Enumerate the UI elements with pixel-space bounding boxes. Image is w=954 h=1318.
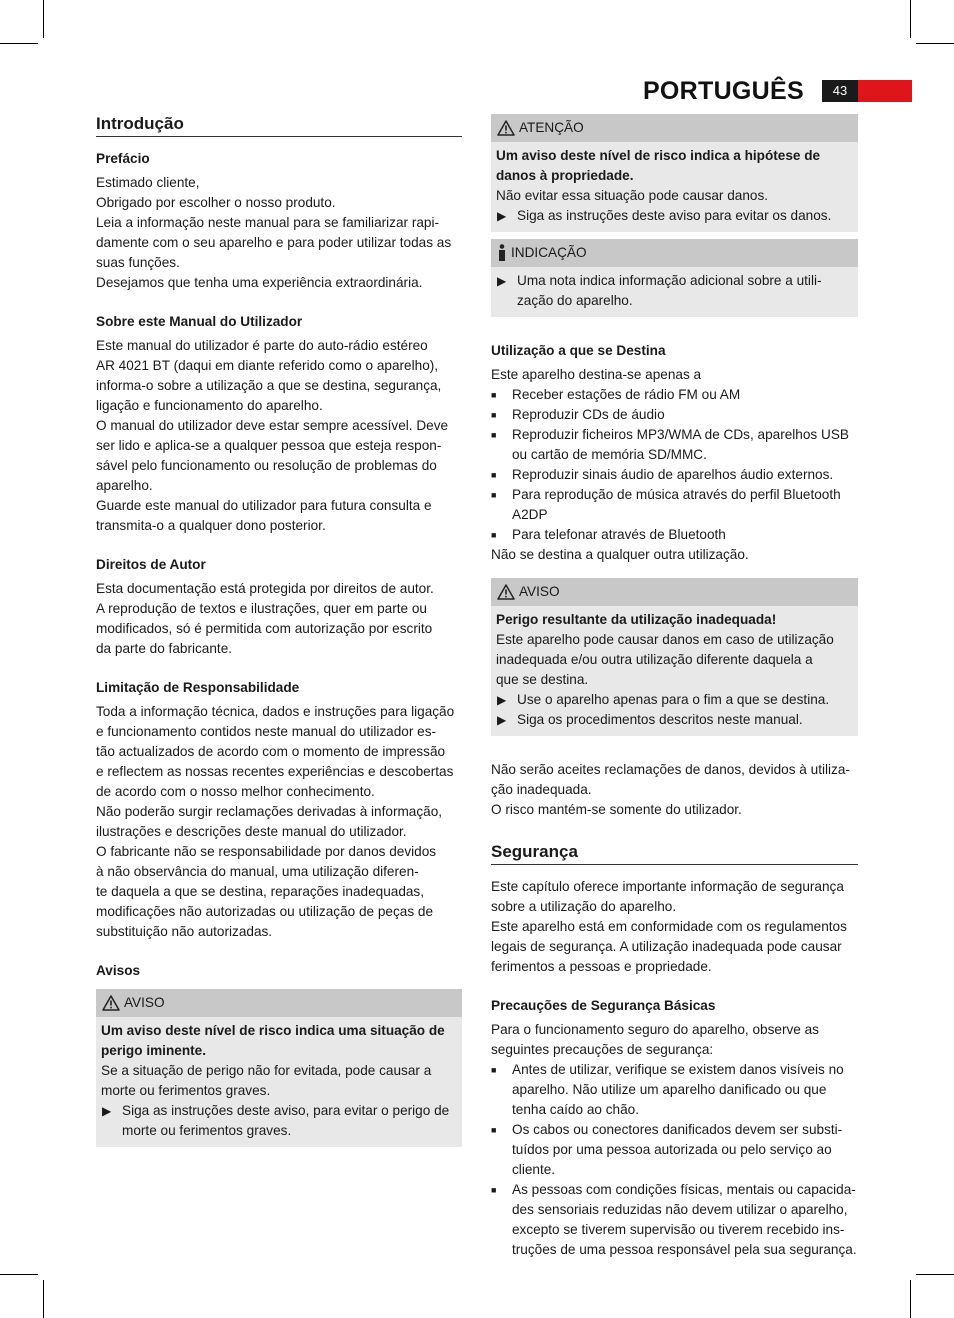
text-line: Este manual do utilizador é parte do auto-rádio estéreo — [96, 338, 428, 353]
square-bullet-icon: ■ — [491, 490, 497, 500]
text-line: Reproduzir CDs de áudio — [512, 407, 665, 422]
text-line: Um aviso deste nível de risco indica uma situação de — [101, 1023, 445, 1038]
warning-box-aviso-utilizacao — [491, 578, 858, 736]
text-line: Não evitar essa situação pode causar danos. — [496, 188, 769, 203]
warning-triangle-icon — [102, 995, 120, 1011]
text-line: Este aparelho está em conformidade com os regulamentos — [491, 919, 847, 934]
arrow-right-icon: ▶ — [497, 713, 507, 727]
section-title-seguranca: Segurança — [491, 842, 858, 865]
arrow-right-icon: ▶ — [102, 1104, 112, 1118]
text-line: ilustrações e descrições deste manual do utilizador. — [96, 824, 407, 839]
arrow-list-item — [496, 271, 853, 311]
text-line: des sensoriais reduzidas não devem utilizar o aparelho, — [512, 1202, 848, 1217]
text-line: de acordo com o nosso melhor conhecimento. — [96, 784, 375, 799]
text-line: Siga os procedimentos descritos neste manual. — [517, 712, 803, 727]
note-box-header — [491, 239, 858, 267]
text-line: perigo iminente. — [101, 1043, 206, 1058]
accent-bar — [858, 80, 912, 102]
heading-prefacio: Prefácio — [96, 151, 150, 166]
text-line: ção inadequada. — [491, 782, 592, 797]
text-line: Receber estações de rádio FM ou AM — [512, 387, 741, 402]
text-line: Este capítulo oferece importante informação de segurança — [491, 879, 844, 894]
warning-triangle-icon — [497, 120, 515, 136]
right-column — [491, 114, 858, 1260]
warning-box-header — [491, 578, 858, 606]
text-line: Não poderão surgir reclamações derivadas à informação, — [96, 804, 443, 819]
text-line: Antes de utilizar, verifique se existem danos visíveis no — [512, 1062, 844, 1077]
square-bullet-icon: ■ — [491, 1185, 497, 1195]
text-line: suas funções. — [96, 255, 180, 270]
text-line: e funcionamento contidos neste manual do utilizador es- — [96, 724, 437, 739]
text-line: As pessoas com condições físicas, mentais ou capacida- — [512, 1182, 856, 1197]
text-utilizacao-intro: Este aparelho destina-se apenas a — [491, 367, 702, 382]
text-line: legais de segurança. A utilização inadequada pode causar — [491, 939, 842, 954]
text-line: modificados, só é permitida com autorização por escrito — [96, 621, 433, 636]
text-line: Reproduzir ficheiros MP3/WMA de CDs, aparelhos USB — [512, 427, 849, 442]
text-utilizacao-outro: Não se destina a qualquer outra utilização. — [491, 547, 749, 562]
text-line: O manual do utilizador deve estar sempre acessível. Deve — [96, 418, 449, 433]
text-seguranca — [491, 877, 858, 977]
text-line: tuídos por uma pessoa autorizada ou pelo serviço ao — [512, 1142, 832, 1157]
arrow-list-item — [101, 1101, 457, 1141]
list-item — [491, 405, 858, 425]
text-line: seguintes precauções de segurança: — [491, 1042, 714, 1057]
list-item — [491, 1180, 858, 1260]
square-bullet-icon: ■ — [491, 470, 497, 480]
page-language-title: PORTUGUÊS — [642, 77, 804, 105]
caution-box-body — [491, 142, 858, 232]
note-box-indicacao — [491, 239, 858, 317]
text-line: tenha caído ao chão. — [512, 1102, 639, 1117]
text-line: damente com o seu aparelho e para poder utilizar todas as — [96, 235, 452, 250]
text-line: Esta documentação está protegida por direitos de autor. — [96, 581, 434, 596]
warning-box-aviso — [96, 989, 462, 1147]
text-reclamacoes — [491, 760, 858, 820]
text-line: Toda a informação técnica, dados e instruções para ligação — [96, 704, 455, 719]
text-line: ser lido e aplica-se a qualquer pessoa que esteja respon- — [96, 438, 442, 453]
crop-mark — [910, 1280, 911, 1318]
text-direitos-autor — [96, 579, 462, 659]
list-item — [491, 1060, 858, 1120]
text-line: Siga as instruções deste aviso para evitar os danos. — [517, 208, 832, 223]
text-line: O fabricante não se responsabilidade por danos devidos — [96, 844, 437, 859]
text-line: Use o aparelho apenas para o fim a que se destina. — [517, 692, 830, 707]
square-bullet-icon: ■ — [491, 1125, 497, 1135]
square-bullet-icon: ■ — [491, 430, 497, 440]
arrow-list-item — [496, 710, 853, 730]
crop-mark — [916, 43, 954, 44]
text-sobre-manual — [96, 336, 462, 536]
text-line: que se destina. — [496, 672, 589, 687]
text-line: Reproduzir sinais áudio de aparelhos áudio externos. — [512, 467, 834, 482]
text-line: zação do aparelho. — [517, 293, 633, 308]
text-line: aparelho. Não utilize um aparelho danificado ou que — [512, 1082, 827, 1097]
list-item — [491, 385, 858, 405]
text-line: morte ou ferimentos graves. — [122, 1123, 292, 1138]
text-line: te daquela a que se destina, reparações inadequadas, — [96, 884, 425, 899]
text-line: Para telefonar através de Bluetooth — [512, 527, 726, 542]
text-line: Obrigado por escolher o nosso produto. — [96, 195, 336, 210]
warning-triangle-icon — [497, 584, 515, 600]
arrow-list-item — [496, 690, 853, 710]
text-line: Siga as instruções deste aviso, para evitar o perigo de — [122, 1103, 450, 1118]
caution-box-header — [491, 114, 858, 142]
crop-mark — [43, 0, 44, 38]
square-bullet-icon: ■ — [491, 1065, 497, 1075]
list-item — [491, 465, 858, 485]
text-prefacio — [96, 173, 462, 293]
heading-precaucoes: Precauções de Segurança Básicas — [491, 998, 716, 1013]
text-line: danos à propriedade. — [496, 168, 634, 183]
text-line: Desejamos que tenha uma experiência extraordinária. — [96, 275, 423, 290]
text-line: da parte do fabricante. — [96, 641, 233, 656]
text-line: Para reprodução de música através do perfil Bluetooth — [512, 487, 841, 502]
warning-box-body — [96, 1017, 462, 1147]
text-line: A2DP — [512, 507, 548, 522]
page-number: 43 — [822, 80, 858, 102]
text-line: O risco mantém-se somente do utilizador. — [491, 802, 742, 817]
list-item — [491, 425, 858, 465]
heading-avisos: Avisos — [96, 963, 141, 978]
text-line: morte ou ferimentos graves. — [101, 1083, 271, 1098]
heading-limitacao: Limitação de Responsabilidade — [96, 680, 300, 695]
arrow-right-icon: ▶ — [497, 693, 507, 707]
heading-utilizacao: Utilização a que se Destina — [491, 343, 666, 358]
arrow-list-item — [496, 206, 853, 226]
text-line: Uma nota indica informação adicional sobre a utili- — [517, 273, 822, 288]
text-line: Guarde este manual do utilizador para futura consulta e — [96, 498, 432, 513]
text-line: ligação e funcionamento do aparelho. — [96, 398, 323, 413]
crop-mark — [0, 43, 38, 44]
heading-direitos-autor: Direitos de Autor — [96, 557, 206, 572]
caution-box-atencao — [491, 114, 858, 232]
text-line: modificações não autorizadas ou utilização de peças de — [96, 904, 434, 919]
text-line: inadequada e/ou outra utilização diferente daquela a — [496, 652, 813, 667]
heading-sobre-manual: Sobre este Manual do Utilizador — [96, 314, 303, 329]
text-line: A reprodução de textos e ilustrações, quer em parte ou — [96, 601, 427, 616]
text-line: Os cabos ou conectores danificados devem ser substi- — [512, 1122, 843, 1137]
note-box-body — [491, 267, 858, 317]
text-line: ou cartão de memória SD/MMC. — [512, 447, 707, 462]
section-title-introducao: Introdução — [96, 114, 462, 137]
warning-box-label: AVISO — [519, 584, 560, 599]
note-box-label: INDICAÇÃO — [511, 245, 587, 260]
crop-mark — [910, 0, 911, 38]
text-line: Um aviso deste nível de risco indica a hipótese de — [496, 148, 821, 163]
list-utilizacao — [491, 385, 858, 545]
warning-box-label: AVISO — [124, 995, 165, 1010]
text-precaucoes-intro — [491, 1020, 858, 1060]
text-line: informa-o sobre a utilização a que se destina, segurança, — [96, 378, 442, 393]
text-line: excepto se tiverem supervisão ou tiverem recebido ins- — [512, 1222, 845, 1237]
warning-box-header — [96, 989, 462, 1017]
list-item — [491, 1120, 858, 1180]
text-line: sobre a utilização do aparelho. — [491, 899, 677, 914]
square-bullet-icon: ■ — [491, 530, 497, 540]
caution-box-label: ATENÇÃO — [519, 120, 584, 135]
text-line: substituição não autorizadas. — [96, 924, 273, 939]
crop-mark — [916, 1274, 954, 1275]
square-bullet-icon: ■ — [491, 390, 497, 400]
text-line: Para o funcionamento seguro do aparelho, observe as — [491, 1022, 819, 1037]
text-line: Se a situação de perigo não for evitada, pode causar a — [101, 1063, 432, 1078]
list-item — [491, 525, 858, 545]
arrow-right-icon: ▶ — [497, 209, 507, 223]
text-line: Não serão aceites reclamações de danos, devidos à utiliza- — [491, 762, 850, 777]
text-line: AR 4021 BT (daqui em diante referido como o aparelho), — [96, 358, 439, 373]
text-line: e reflectem as nossas recentes experiências e descobertas — [96, 764, 454, 779]
list-item — [491, 485, 858, 525]
text-line: truções de uma pessoa responsável pela sua segurança. — [512, 1242, 857, 1257]
text-line: aparelho. — [96, 478, 153, 493]
info-icon — [497, 244, 507, 262]
crop-mark — [0, 1274, 38, 1275]
text-line: à não observância do manual, uma utilização diferen- — [96, 864, 419, 879]
text-line: tão actualizados de acordo com o momento de impressão — [96, 744, 446, 759]
text-limitacao — [96, 702, 462, 942]
crop-mark — [43, 1280, 44, 1318]
text-line: transmita-o a qualquer dono posterior. — [96, 518, 326, 533]
text-line: Estimado cliente, — [96, 175, 200, 190]
arrow-right-icon: ▶ — [497, 274, 507, 288]
text-line: Perigo resultante da utilização inadequada! — [496, 612, 777, 627]
text-line: Este aparelho pode causar danos em caso de utilização — [496, 632, 834, 647]
text-line: sável pelo funcionamento ou resolução de problemas do — [96, 458, 437, 473]
text-line: Leia a informação neste manual para se familiarizar rapi- — [96, 215, 440, 230]
list-precaucoes — [491, 1060, 858, 1260]
square-bullet-icon: ■ — [491, 410, 497, 420]
left-column — [96, 112, 462, 1147]
warning-box-body — [491, 606, 858, 736]
text-line: cliente. — [512, 1162, 556, 1177]
text-line: ferimentos a pessoas e propriedade. — [491, 959, 712, 974]
